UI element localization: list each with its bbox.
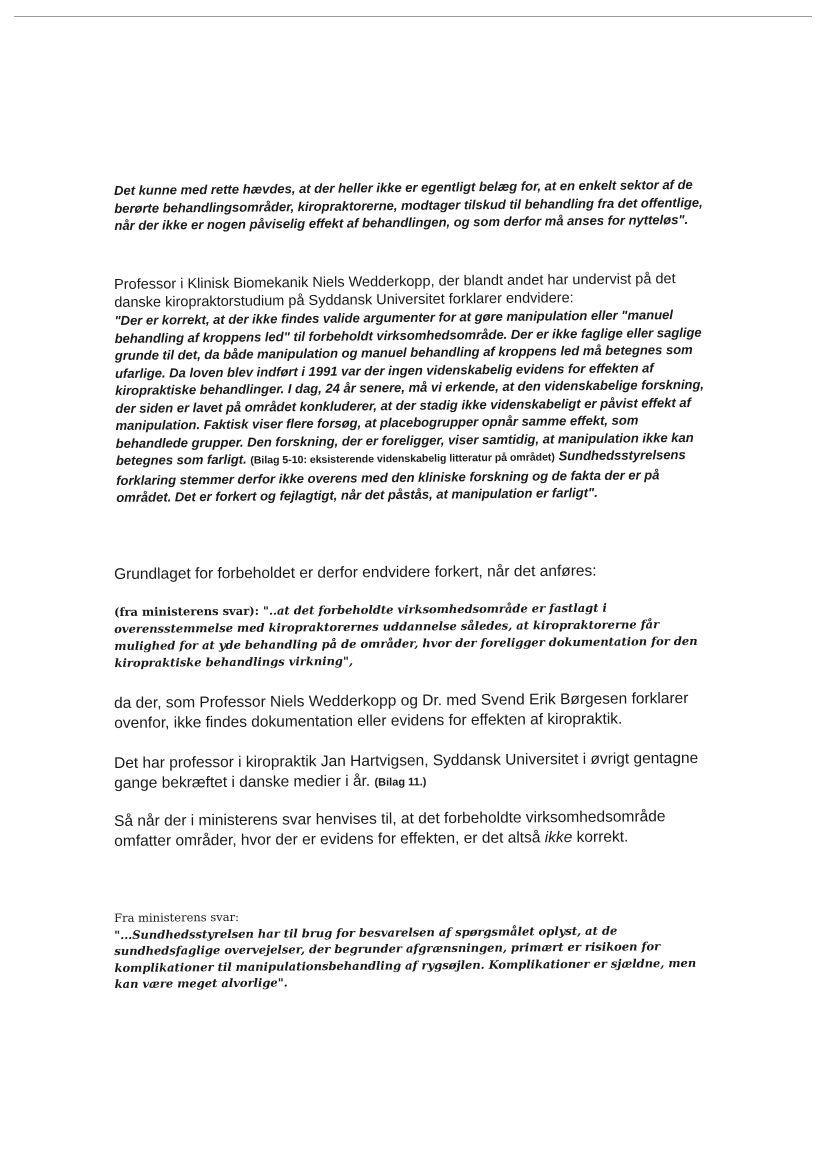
para1-reference: (Bilag 5-10: eksisterende videnskabelig litteratur på området) — [250, 451, 555, 467]
para5-text-b: korrekt. — [576, 828, 629, 846]
para1-quote — [114, 306, 712, 507]
paragraph-dokumentation — [114, 689, 710, 734]
quote1-text: Det kunne med rette hævdes, at der heller ikke er egentligt belæg for, at en enkelt sektor af de berørte behandlingsområder, kiropraktorerne, modtager tilskud til behandling fra det offentlige, når der ikke er nogen påviselig effekt af behandlingen, og som derfor må anses for nytteløs". — [114, 176, 703, 233]
quote-ministerens-svar-1 — [114, 599, 711, 672]
quote-paragraph-1 — [114, 176, 711, 235]
paragraph-wedderkopp — [114, 270, 712, 507]
paragraph-grundlaget — [114, 562, 710, 584]
quote3-text: "...Sundhedsstyrelsen har til brug for besvarelsen af spørgsmålet oplyst, at de sundhedsfaglige overvejelser, der begrunder afgrænsningen, primært er risikoen for komplikationer til manipulationsbehandling af rygsøjlen. Komplikationer er sjældne, men kan være meget alvorlige". — [114, 923, 697, 991]
para2-text: Grundlaget for forbeholdet er derfor endvidere forkert, når det anføres: — [114, 562, 597, 583]
quote2-lead: (fra ministerens svar): — [114, 603, 259, 619]
para4-reference: (Bilag 11.) — [374, 776, 427, 789]
para4-text: Det har professor i kiropraktik Jan Hartvigsen, Syddansk Universitet i øvrigt gentagne gange bekræftet i danske medier i år. — [114, 749, 699, 792]
para1-quote-b: Sundhedsstyrelsens forklaring stemmer derfor ikke overens med den kliniske forskning og de fakta der er på området. Det er forkert og fejlagtigt, når det påstås, at manipulation er farligt". — [116, 447, 686, 505]
para1-quote-a: "Der er korrekt, at der ikke findes valide argumenter for at gøre manipulation eller "manuel behandling af kroppens led" til forbeholdt virksomhedsområde. Der er ikke faglige eller saglige grunde til det, da både manipulation og manuel behandling af kroppens led må betegnes som ufarlige. Da loven blev indført i 1991 var der ingen videnskabelig evidens for effekten af kiropraktiske behandlinger. I dag, 24 år senere, må vi erkende, at den videnskabelige forskning, der siden er lavet på området konkluderer, at der stadig ikke videnskabeligt er påvist effekt af manipulation. Faktisk viser flere forsøg, at placebogrupper opnår samme effekt, som behandlede grupper. Den forskning, der er foreligger, viser samtidig, at manipulation ikke kan betegnes som farligt. — [114, 307, 705, 468]
para5-text-a: Så når der i ministerens svar henvises til, at det forbeholdte virksomhedsområde omfatter områder, hvor der er evidens for effekten, er det altså — [114, 808, 666, 850]
para1-intro: Professor i Klinisk Biomekanik Niels Wedderkopp, der blandt andet har undervist på det danske kiropraktorstudium på Syddansk Universitet forklarer endvidere: — [114, 271, 676, 311]
quote-ministerens-svar-2 — [114, 905, 711, 993]
paragraph-hartvigsen — [114, 749, 710, 795]
paragraph-conclusion — [114, 807, 710, 852]
top-rule — [14, 16, 812, 17]
quote2-text: "..at det forbeholdte virksomhedsområde er fastlagt i overensstemmelse med kiropraktorernes uddannelse således, at kiropraktorerne får mulighed for at yde behandling på de områder, hvor der foreligger dokumentation for den kiropraktiske behandlings virkning", — [114, 600, 698, 670]
para3-text: da der, som Professor Niels Wedderkopp og Dr. med Svend Erik Børgesen forklarer ovenfor, ikke findes dokumentation eller evidens for effekten af kiropraktik. — [114, 689, 689, 732]
quote3-heading: Fra ministerens svar: — [114, 909, 240, 925]
para5-emphasis: ikke — [544, 829, 573, 847]
